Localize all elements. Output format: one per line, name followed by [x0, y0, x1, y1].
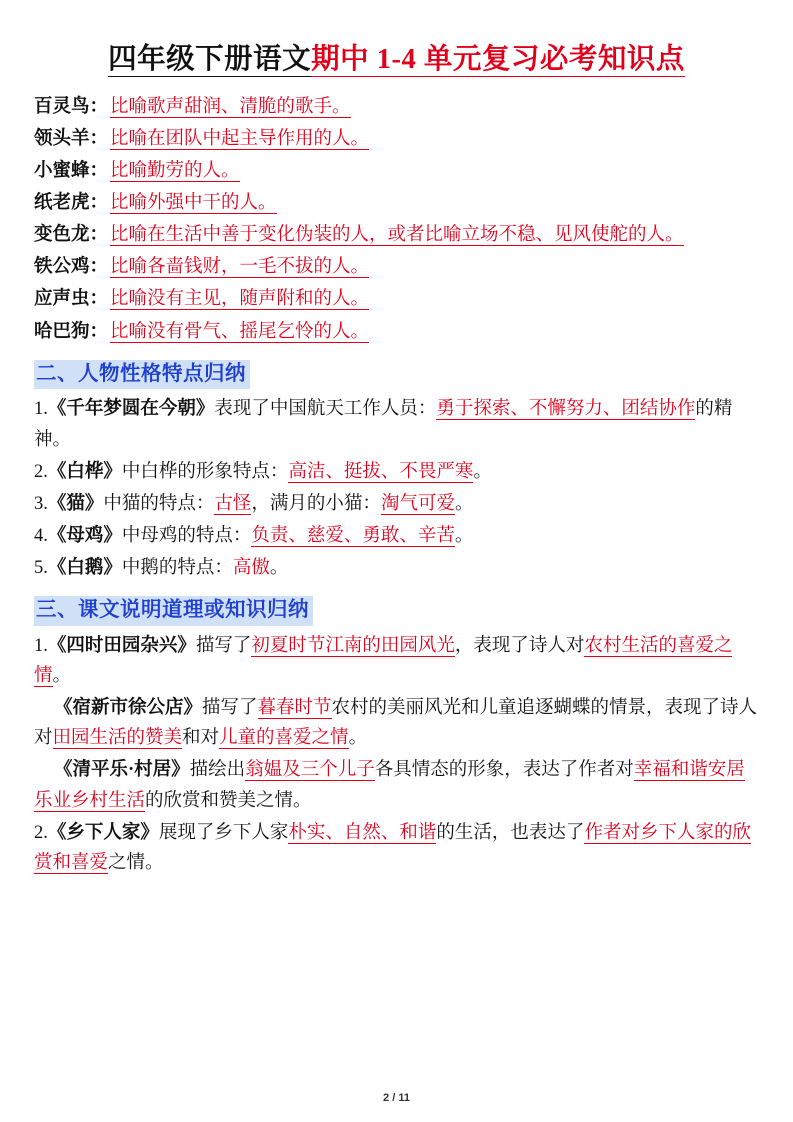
- list-item: [34, 252, 759, 282]
- work-title: 《母鸡》: [47, 525, 122, 546]
- metaphor-meaning: 比喻勤劳的人。: [110, 160, 240, 181]
- item-text-mid: 的生活，也表达了: [436, 822, 585, 843]
- item-text: 中白桦的形象特点：: [121, 461, 289, 482]
- list-item: [34, 693, 759, 753]
- item-highlight: 初夏时节江南的田园风光: [251, 635, 455, 656]
- section-2: [34, 353, 759, 583]
- list-item: [34, 92, 759, 122]
- item-text: 中鹅的特点：: [121, 558, 233, 579]
- item-number: 3.: [34, 493, 48, 514]
- item-number: 4.: [34, 525, 48, 546]
- item-highlight: 高傲: [232, 558, 270, 579]
- item-text-tail: 。: [454, 493, 474, 514]
- metaphor-term: 铁公鸡：: [34, 257, 109, 278]
- item-highlight-2: 淘气可爱: [380, 493, 455, 514]
- item-text: 描绘出: [189, 760, 246, 781]
- list-item: [34, 631, 759, 691]
- section-heading: 二、人物性格特点归纳: [34, 360, 250, 390]
- list-item: [34, 489, 759, 519]
- item-text-tail: 的精神。: [34, 399, 733, 450]
- title-part-black: 四年级下册语文: [108, 44, 312, 75]
- item-number: 2.: [34, 822, 48, 843]
- list-item: [34, 818, 759, 878]
- list-item: [34, 188, 759, 218]
- metaphor-meaning: 比喻外强中干的人。: [110, 193, 277, 214]
- metaphor-term: 哈巴狗：: [34, 321, 109, 342]
- item-highlight: 翁媪及三个儿子: [245, 760, 375, 781]
- list-item: [34, 156, 759, 186]
- metaphor-term: 变色龙：: [34, 225, 109, 246]
- item-text-tail: 。: [348, 728, 368, 749]
- item-highlight-2: 农村生活的喜爱之情: [34, 635, 733, 687]
- list-item: [34, 755, 759, 815]
- work-title: 《白桦》: [47, 461, 122, 482]
- metaphor-meaning: 比喻没有主见，随声附和的人。: [110, 289, 370, 310]
- item-text-tail: 。: [454, 525, 474, 546]
- item-text-mid: ，满月的小猫：: [251, 493, 381, 514]
- work-title: 《千年梦圆在今朝》: [47, 399, 215, 420]
- work-title: 《白鹅》: [47, 558, 122, 579]
- metaphor-meaning: 比喻没有骨气、摇尾乞怜的人。: [110, 321, 370, 342]
- list-item: [34, 284, 759, 314]
- title-part-red: 期中 1-4 单元复习必考知识点: [311, 44, 685, 75]
- work-title: 《猫》: [47, 493, 104, 514]
- item-text: 中母鸡的特点：: [121, 525, 252, 546]
- item-number: 1.: [34, 635, 48, 656]
- item-text: 展现了乡下人家: [158, 822, 289, 843]
- list-item: [34, 220, 759, 250]
- metaphor-term: 应声虫：: [34, 289, 109, 310]
- list-item: [34, 457, 759, 487]
- item-highlight: 暮春时节: [257, 698, 332, 719]
- list-item: [34, 394, 759, 454]
- item-text-tail: 。: [473, 461, 492, 482]
- item-text: 表现了中国航天工作人员：: [214, 399, 437, 420]
- item-text: 中猫的特点：: [103, 493, 215, 514]
- metaphor-meaning: 比喻歌声甜润、清脆的歌手。: [110, 96, 351, 117]
- item-text-mid-2: 和对: [182, 728, 220, 749]
- item-text-tail: 。: [269, 558, 289, 579]
- section-3: [34, 589, 759, 878]
- item-text: 描写了: [195, 635, 252, 656]
- item-text-mid: 农村的美丽风光和儿童追逐蝴蝶的情景，表现了诗人对: [34, 698, 758, 749]
- item-text: 描写了: [202, 698, 258, 719]
- item-highlight: 高洁、挺拔、不畏严寒: [288, 461, 474, 482]
- item-highlight-3: 儿童的喜爱之情: [219, 728, 349, 749]
- item-highlight: 古怪: [214, 493, 252, 514]
- list-item: [34, 553, 759, 583]
- work-title: 《四时田园杂兴》: [47, 635, 196, 656]
- work-title: 《宿新市徐公店》: [54, 698, 203, 719]
- item-text-tail: 之情。: [108, 852, 164, 873]
- item-highlight-2: 作者对乡下人家的欣赏和喜爱: [34, 822, 751, 873]
- item-number: 5.: [34, 558, 48, 579]
- item-number: 1.: [34, 399, 48, 420]
- metaphor-list: [34, 92, 759, 347]
- item-highlight: 勇于探索、不懈努力、团结协作: [436, 399, 696, 420]
- page-title: [34, 42, 759, 78]
- item-text-tail: 的欣赏和赞美之情。: [145, 790, 312, 811]
- metaphor-term: 小蜜蜂：: [34, 160, 109, 181]
- metaphor-meaning: 比喻各啬钱财，一毛不拔的人。: [110, 257, 370, 278]
- section-heading: 三、课文说明道理或知识归纳: [34, 596, 313, 626]
- metaphor-term: 领头羊：: [34, 128, 109, 149]
- item-highlight: 朴实、自然、和谐: [288, 822, 437, 843]
- item-highlight: 负责、慈爱、勇敢、辛苦: [251, 525, 455, 546]
- work-title: 《清平乐·村居》: [54, 760, 190, 781]
- list-item: [34, 317, 759, 347]
- item-highlight-2: 田园生活的赞美: [52, 728, 183, 749]
- item-number: 2.: [34, 461, 48, 482]
- metaphor-term: 纸老虎：: [34, 193, 109, 214]
- metaphor-meaning: 比喻在生活中善于变化伪装的人，或者比喻立场不稳、见风使舵的人。: [110, 225, 684, 246]
- item-highlight-2: 幸福和谐安居乐业乡村生活: [34, 760, 745, 811]
- page-number: 2 / 11: [383, 1092, 410, 1104]
- list-item: [34, 521, 759, 551]
- item-text-mid: ，表现了诗人对: [454, 635, 585, 656]
- list-item: [34, 124, 759, 154]
- item-text-tail: 。: [52, 666, 72, 687]
- metaphor-term: 百灵鸟：: [34, 96, 109, 117]
- item-text-mid: 各具情态的形象，表达了作者对: [374, 760, 634, 781]
- metaphor-meaning: 比喻在团队中起主导作用的人。: [110, 128, 370, 149]
- work-title: 《乡下人家》: [47, 822, 159, 843]
